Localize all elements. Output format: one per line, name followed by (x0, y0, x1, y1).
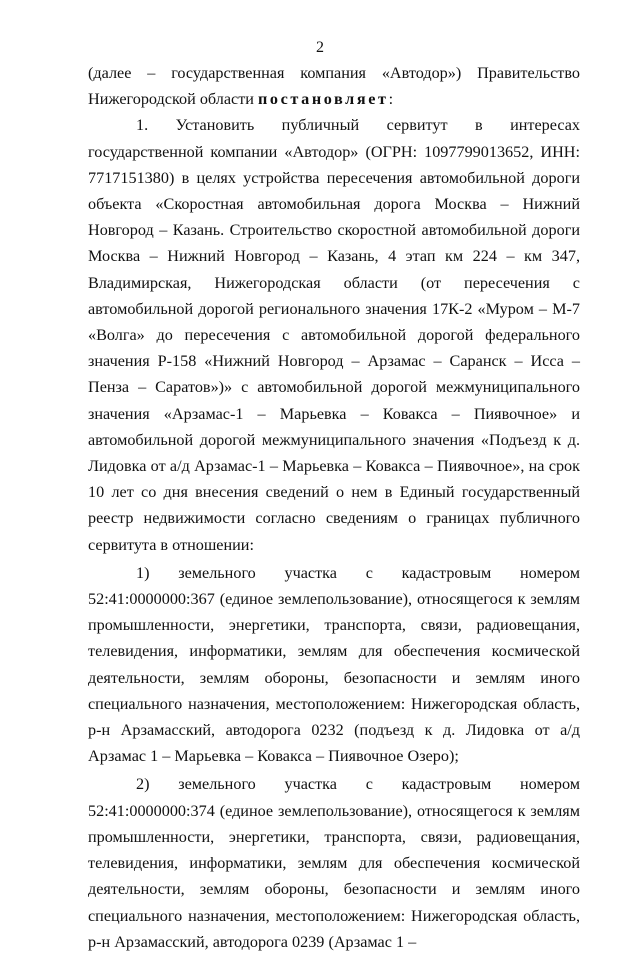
intro-text: (далее – государственная компания «Автодор») Правительство Нижегородской области (88, 64, 580, 109)
list-item-2: 2) земельного участка с кадастровым номером 52:41:0000000:374 (единое землепользование), относящегося к землям промышленности, энергетики, транспорта, связи, радиовещания, телевидения, информатики, землям для обеспечения космической деятельности, землям обороны, безопасности и землям иного специального назначения, местоположением: Нижегородская область, р-н Арзамасский, автодорога 0239 (Арзамас 1 – (88, 775, 580, 951)
decree-word: постановляет (257, 90, 389, 109)
document-body (88, 60, 580, 955)
paragraph-1: 1. Установить публичный сервитут в интересах государственной компании «Автодор» (ОГРН: 1097799013652, ИНН: 7717151380) в целях устройства пересечения автомобильной дороги объекта «Скоростная автомобильная дорога Москва – Нижний Новгород – Казань. Строительство скоростной автомобильной дороги Москва – Нижний Новгород – Казань, 4 этап км 224 – км 347, Владимирская, Нижегородская области (от пересечения с автомобильной дорогой регионального значения 17К-2 «Муром – М-7 «Волга» до пересечения с автомобильной дорогой федерального значения Р-158 «Нижний Новгород – Арзамас – Саранск – Исса – Пенза – Саратов»)» с автомобильной дорогой межмуниципального значения «Арзамас-1 – Марьевка – Ковакса – Пиявочное» и автомобильной дорогой межмуниципального значения «Подъезд к д. Лидовка от а/д Арзамас-1 – Марьевка – Ковакса – Пиявочное», на срок 10 лет со дня внесения сведений о нем в Единый государственный реестр недвижимости согласно сведениям о границах публичного сервитута в отношении: (88, 116, 580, 554)
intro-paragraph (88, 60, 580, 112)
intro-colon: : (388, 90, 394, 109)
page-number: 2 (316, 39, 324, 56)
list-item-1: 1) земельного участка с кадастровым номером 52:41:0000000:367 (единое землепользование), относящегося к землям промышленности, энергетики, транспорта, связи, радиовещания, телевидения, информатики, землям для обеспечения космической деятельности, землям обороны, безопасности и землям иного специального назначения, местоположением: Нижегородская область, р-н Арзамасский, автодорога 0232 (подъезд к д. Лидовка от а/д Арзамас 1 – Марьевка – Ковакса – Пиявочное Озеро); (88, 563, 580, 766)
